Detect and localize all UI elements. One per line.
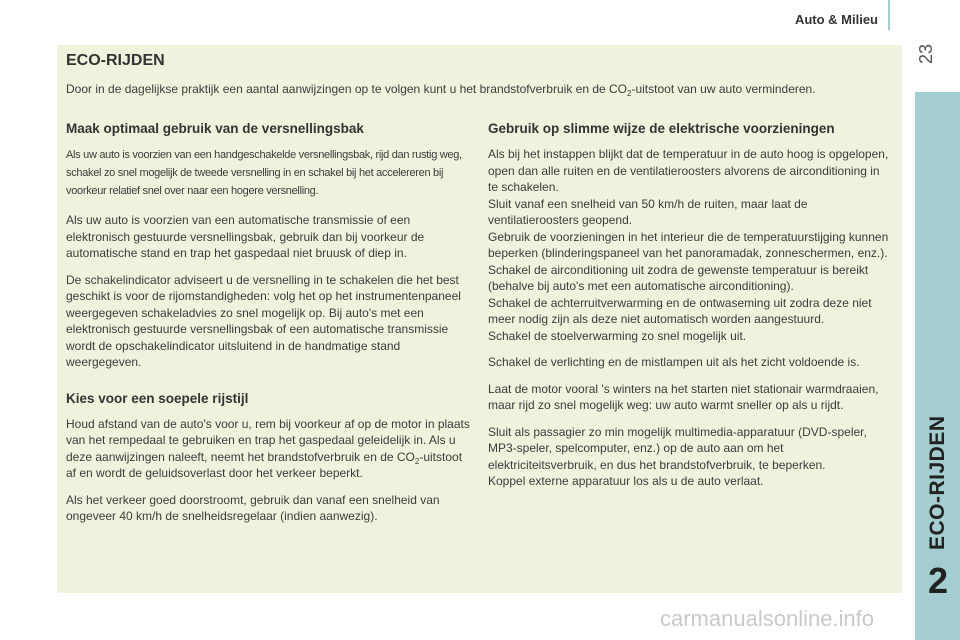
- gearbox-lead: Als uw auto is voorzien van een handgeschakelde versnellingsbak, rijd dan rustig weg, schakel zo snel mogelijk de tweede versnelling in en schakel bij het accelereren bij voorkeur relatief snel over naar een hogere versnelling.: [66, 149, 462, 197]
- left-column: [66, 120, 472, 535]
- watermark: carmanualsonline.info: [660, 606, 875, 631]
- section-title-electrical: Gebruik op slimme wijze de elektrische voorzieningen: [488, 121, 835, 136]
- driving-style-text-end: -uitstoot af en wordt de geluidsoverlast door het verkeer beperkt.: [66, 449, 463, 480]
- right-column: [488, 120, 892, 500]
- page-number: 23: [916, 43, 936, 65]
- running-header: Auto & Milieu: [794, 12, 878, 27]
- intro-subscript: 2: [627, 89, 632, 98]
- chapter-tab-label: ECO-RIJDEN: [926, 415, 949, 550]
- intro-paragraph: [66, 81, 896, 97]
- driving-style-subscript: 2: [414, 456, 420, 466]
- section-spacer: [66, 381, 472, 390]
- electrical-paragraph-multimedia: Sluit als passagier zo min mogelijk multimedia-apparatuur (DVD-speler, MP3-speler, spelcomputer, enz.) op de auto aan om het elektriciteitsverbruik, en dus het brandstofverbruik, te beperken. Koppel externe apparatuur los als u de auto verlaat.: [488, 424, 867, 488]
- gearbox-paragraph-indicator: De schakelindicator adviseert u de versnelling in te schakelen die het best geschikt is voor de rijomstandigheden: volg het op het instrumentenpaneel weergegeven schakeladvies zo snel mogelijk op. Bij auto's met een elektronisch gestuurde versnellingsbak of een automatische transmissie wordt de opschakelindicator uitsluitend in de handmatige stand weergegeven.: [66, 272, 461, 369]
- gearbox-paragraph-automatic: Als uw auto is voorzien van een automatische transmissie of een elektronisch gestuurde versnellingsbak, gebruik dan bij voorkeur de automatische stand en trap het gaspedaal niet bruusk of diep in.: [66, 213, 425, 260]
- driving-style-text: Houd afstand van de auto's voor u, rem bij voorkeur af op de motor in plaats van het rempedaal te gebruiken en trap het gaspedaal geleidelijk in. Als u deze aanwijzingen naleeft, neemt het brandstofverbruik en de CO: [66, 416, 470, 464]
- electrical-paragraph-lights: Schakel de verlichting en de mistlampen uit als het zicht voldoende is.: [488, 355, 860, 369]
- driving-style-paragraph: [66, 416, 472, 482]
- electrical-paragraph-climate: Als bij het instappen blijkt dat de temperatuur in de auto hoog is opgelopen, open dan alle ruiten en de ventilatieroosters alvorens de airconditioning in te schakelen. Sluit vanaf een snelheid van 50 km/h de ruiten, maar laat de ventilatieroosters geopend. Gebruik de voorzieningen in het interieur die de temperatuurstijging kunnen beperken (blinderingspaneel van het panoramadak, zonneschermen, enz.). Schakel de airconditioning uit zodra de gewenste temperatuur is bereikt (behalve bij auto's met een automatische airconditioning). Schakel de achterruitverwarming en de ontwaseming uit zodra deze niet meer nodig zijn als deze niet automatisch worden aangestuurd. Schakel de stoelverwarming zo snel mogelijk uit.: [488, 147, 889, 343]
- section-title-driving-style: Kies voor een soepele rijstijl: [66, 390, 249, 406]
- section-title-gearbox: Maak optimaal gebruik van de versnellingsbak: [66, 121, 364, 136]
- intro-text-end: -uitstoot van uw auto verminderen.: [631, 82, 816, 96]
- header-divider: [888, 0, 890, 30]
- intro-text: Door in de dagelijkse praktijk een aantal aanwijzingen op te volgen kunt u het brandstofverbruik en de CO: [66, 82, 628, 96]
- page-title: ECO-RIJDEN: [66, 52, 165, 69]
- chapter-tab: [915, 92, 960, 640]
- chapter-number: 2: [927, 560, 949, 601]
- electrical-paragraph-engine: Laat de motor vooral 's winters na het starten niet stationair warmdraaien, maar rijd zo snel mogelijk weg: uw auto warmt sneller op als u rijdt.: [488, 381, 879, 412]
- cruise-control-paragraph: Als het verkeer goed doorstroomt, gebruik dan vanaf een snelheid van ongeveer 40 km/h de snelheidsregelaar (indien aanwezig).: [66, 492, 440, 523]
